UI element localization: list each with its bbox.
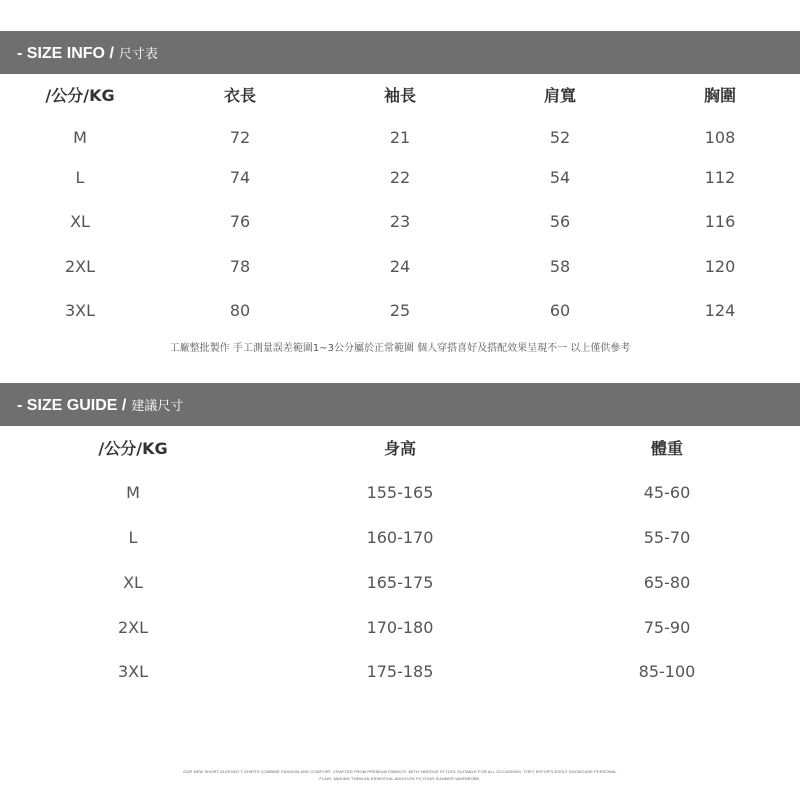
table-cell: 23 <box>389 212 411 231</box>
table-cell: 58 <box>549 257 571 276</box>
table-row <box>0 299 800 323</box>
measurement-note: 工廠整批製作 手工測量誤差範圍1~3公分屬於正常範圍 個人穿搭喜好及搭配效果呈現不一 以上僅供參考 <box>169 343 631 354</box>
size-info-subtitle: 尺寸表 <box>118 46 158 62</box>
table-cell: 52 <box>549 128 571 147</box>
table-cell: 22 <box>389 168 411 187</box>
table-cell: M <box>73 128 87 147</box>
table-cell: M <box>126 483 140 502</box>
table-row <box>0 616 800 640</box>
table-row <box>0 126 800 150</box>
size-guide-header-row <box>0 437 800 461</box>
table-cell: 60 <box>549 301 571 320</box>
table-cell: 160-170 <box>366 528 434 547</box>
size-guide-title: - SIZE GUIDE / 建議尺寸 <box>17 396 184 414</box>
size-info-title: - SIZE INFO / 尺寸表 <box>17 44 158 62</box>
table-cell: 55-70 <box>643 528 691 547</box>
header-cell: /公分/KG <box>45 86 115 105</box>
header-cell: 袖長 <box>383 86 416 105</box>
header-cell: 胸圍 <box>703 86 736 105</box>
table-row <box>0 255 800 279</box>
table-cell: 155-165 <box>366 483 434 502</box>
size-guide-header-bar <box>0 383 800 426</box>
table-cell: XL <box>70 212 90 231</box>
table-cell: XL <box>123 573 143 592</box>
header-cell: 體重 <box>650 439 683 458</box>
table-cell: 165-175 <box>366 573 434 592</box>
table-cell: 124 <box>704 301 736 320</box>
table-cell: 24 <box>389 257 411 276</box>
table-cell: 65-80 <box>643 573 691 592</box>
header-cell: 身高 <box>383 439 416 458</box>
table-row <box>0 166 800 190</box>
table-cell: L <box>75 168 85 187</box>
table-row <box>0 660 800 684</box>
table-cell: 170-180 <box>366 618 434 637</box>
table-row <box>0 571 800 595</box>
table-cell: 75-90 <box>643 618 691 637</box>
size-guide-subtitle: 建議尺寸 <box>131 398 184 414</box>
table-row <box>0 526 800 550</box>
table-cell: 3XL <box>64 301 96 320</box>
table-cell: 108 <box>704 128 736 147</box>
size-info-header-row <box>0 84 800 108</box>
table-cell: L <box>128 528 138 547</box>
table-cell: 2XL <box>117 618 149 637</box>
table-row <box>0 210 800 234</box>
table-cell: 56 <box>549 212 571 231</box>
header-cell: 肩寬 <box>543 86 576 105</box>
table-cell: 76 <box>229 212 251 231</box>
table-cell: 21 <box>389 128 411 147</box>
table-cell: 74 <box>229 168 251 187</box>
table-cell: 78 <box>229 257 251 276</box>
table-cell: 72 <box>229 128 251 147</box>
table-cell: 116 <box>704 212 736 231</box>
table-cell: 25 <box>389 301 411 320</box>
table-cell: 2XL <box>64 257 96 276</box>
table-cell: 54 <box>549 168 571 187</box>
table-cell: 80 <box>229 301 251 320</box>
size-info-header-bar <box>0 31 800 74</box>
table-cell: 112 <box>704 168 736 187</box>
table-cell: 175-185 <box>366 662 434 681</box>
table-cell: 3XL <box>117 662 149 681</box>
table-cell: 120 <box>704 257 736 276</box>
footer-description: OUR NEW SHORT-SLEEVED T-SHIRTS COMBINE FASHION AND COMFORT, CRAFTED FROM PREMIUM FABRICS. WITH VARIOUS STYLES SUITABLE FOR ALL OCCASIONS, THEY EFFORTLESSLY SHOWCASE PERSONAL FLAIR, MAKING THEM AN ESSENTIAL ADDITION TO YOUR SUMMER WARDROBE. <box>183 769 617 781</box>
table-row <box>0 481 800 505</box>
header-cell: 衣長 <box>223 86 256 105</box>
header-cell: /公分/KG <box>98 439 168 458</box>
table-cell: 45-60 <box>643 483 691 502</box>
table-cell: 85-100 <box>638 662 696 681</box>
